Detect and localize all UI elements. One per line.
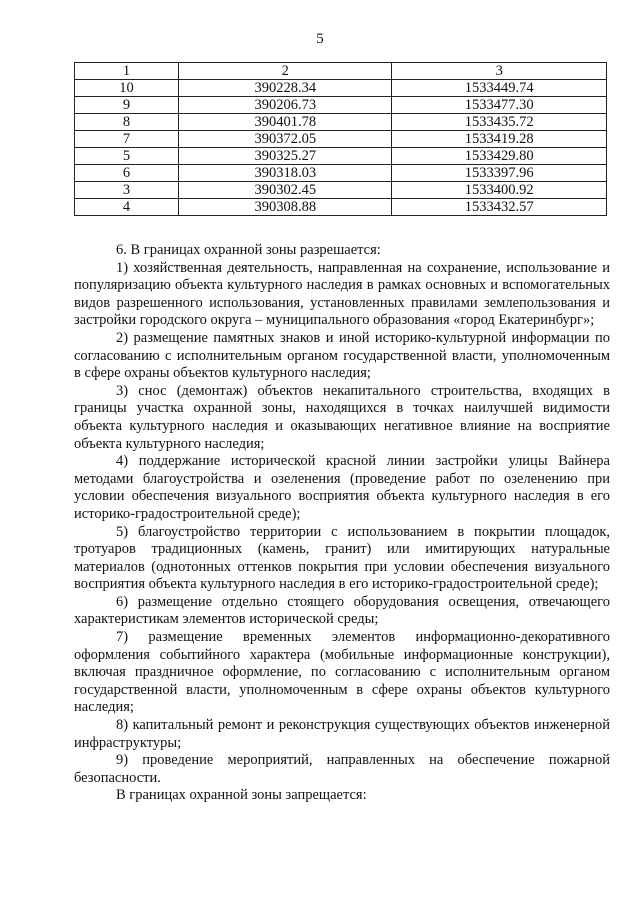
permitted-item: 3) снос (демонтаж) объектов некапитального строительства, входящих в границы участка охранной зоны, находящихся в точках наилучшей видимости объекта культурного наследия и оказывающих негативное влияние на восприятие объекта культурного наследия;	[74, 382, 610, 452]
permitted-item: 9) проведение мероприятий, направленных на обеспечение пожарной безопасности.	[74, 752, 610, 786]
page-number: 5	[316, 31, 324, 47]
table-header-cell: 3	[392, 63, 607, 80]
table-cell-point: 7	[75, 131, 179, 148]
table-cell-y: 1533397.96	[392, 165, 607, 182]
table-cell-point: 4	[75, 199, 179, 216]
table-cell-point: 9	[75, 97, 179, 114]
table-cell-y: 1533435.72	[392, 114, 607, 131]
table-row	[75, 131, 607, 148]
table-cell-y: 1533432.57	[392, 199, 607, 216]
permitted-item: 7) размещение временных элементов информационно-декоративного оформления событийного характера (мобильные информационные конструкции), включая праздничное оформление, по согласованию с исполнительным органом государственной власти, уполномоченным в сфере охраны объектов культурного наследия;	[74, 629, 610, 716]
table-cell-point: 5	[75, 148, 179, 165]
table-header-cell: 1	[75, 63, 179, 80]
permitted-item: 8) капитальный ремонт и реконструкция существующих объектов инженерной инфраструктуры;	[74, 717, 610, 751]
table-cell-point: 6	[75, 165, 179, 182]
table-cell-x: 390318.03	[179, 165, 392, 182]
table-cell-x: 390308.88	[179, 199, 392, 216]
document-body	[74, 242, 610, 805]
permitted-item: 1) хозяйственная деятельность, направленная на сохранение, использование и популяризацию объекта культурного наследия в рамках основных и вспомогательных видов разрешенного использования, установленных правилами землепользования и застройки городского округа – муниципального образования «город Екатеринбург»;	[74, 259, 610, 329]
table-cell-x: 390302.45	[179, 182, 392, 199]
table-cell-point: 10	[75, 80, 179, 97]
table-cell-x: 390372.05	[179, 131, 392, 148]
table-cell-y: 1533477.30	[392, 97, 607, 114]
table-header-cell: 2	[179, 63, 392, 80]
permitted-item: 4) поддержание исторической красной линии застройки улицы Вайнера методами благоустройства и озеленения (проведение работ по озеленению при условии обеспечения визуального восприятия объекта культурного наследия в его историко-градостроительной среде);	[74, 453, 610, 522]
table-row	[75, 165, 607, 182]
table-cell-y: 1533449.74	[392, 80, 607, 97]
permitted-item: 2) размещение памятных знаков и иной историко-культурной информации по согласованию с исполнительным органом государственной власти, уполномоченным в сфере охраны объектов культурного наследия;	[74, 329, 610, 382]
table-header-row	[75, 63, 607, 80]
table-row	[75, 114, 607, 131]
table-cell-y: 1533419.28	[392, 131, 607, 148]
table-cell-x: 390401.78	[179, 114, 392, 131]
table-row	[75, 97, 607, 114]
table-cell-x: 390325.27	[179, 148, 392, 165]
section-heading-permitted: 6. В границах охранной зоны разрешается:	[116, 242, 381, 258]
table-cell-y: 1533429.80	[392, 148, 607, 165]
table-cell-point: 3	[75, 182, 179, 199]
table-row	[75, 182, 607, 199]
coordinates-table	[74, 62, 607, 216]
table-cell-x: 390228.34	[179, 80, 392, 97]
table-row	[75, 80, 607, 97]
permitted-item: 6) размещение отдельно стоящего оборудования освещения, отвечающего характеристикам элементов исторической среды;	[74, 593, 610, 628]
table-cell-y: 1533400.92	[392, 182, 607, 199]
table-cell-x: 390206.73	[179, 97, 392, 114]
section-heading-prohibited: В границах охранной зоны запрещается:	[116, 787, 367, 804]
table-cell-point: 8	[75, 114, 179, 131]
table-row	[75, 199, 607, 216]
permitted-item: 5) благоустройство территории с использованием в покрытии площадок, тротуаров традиционных (камень, гранит) или имитирующих натуральные материалов (однотонных оттенков покрытия при условии обеспечения визуального восприятия объекта культурного наследия в его историко-градостроительной среде);	[74, 523, 610, 593]
table-row	[75, 148, 607, 165]
